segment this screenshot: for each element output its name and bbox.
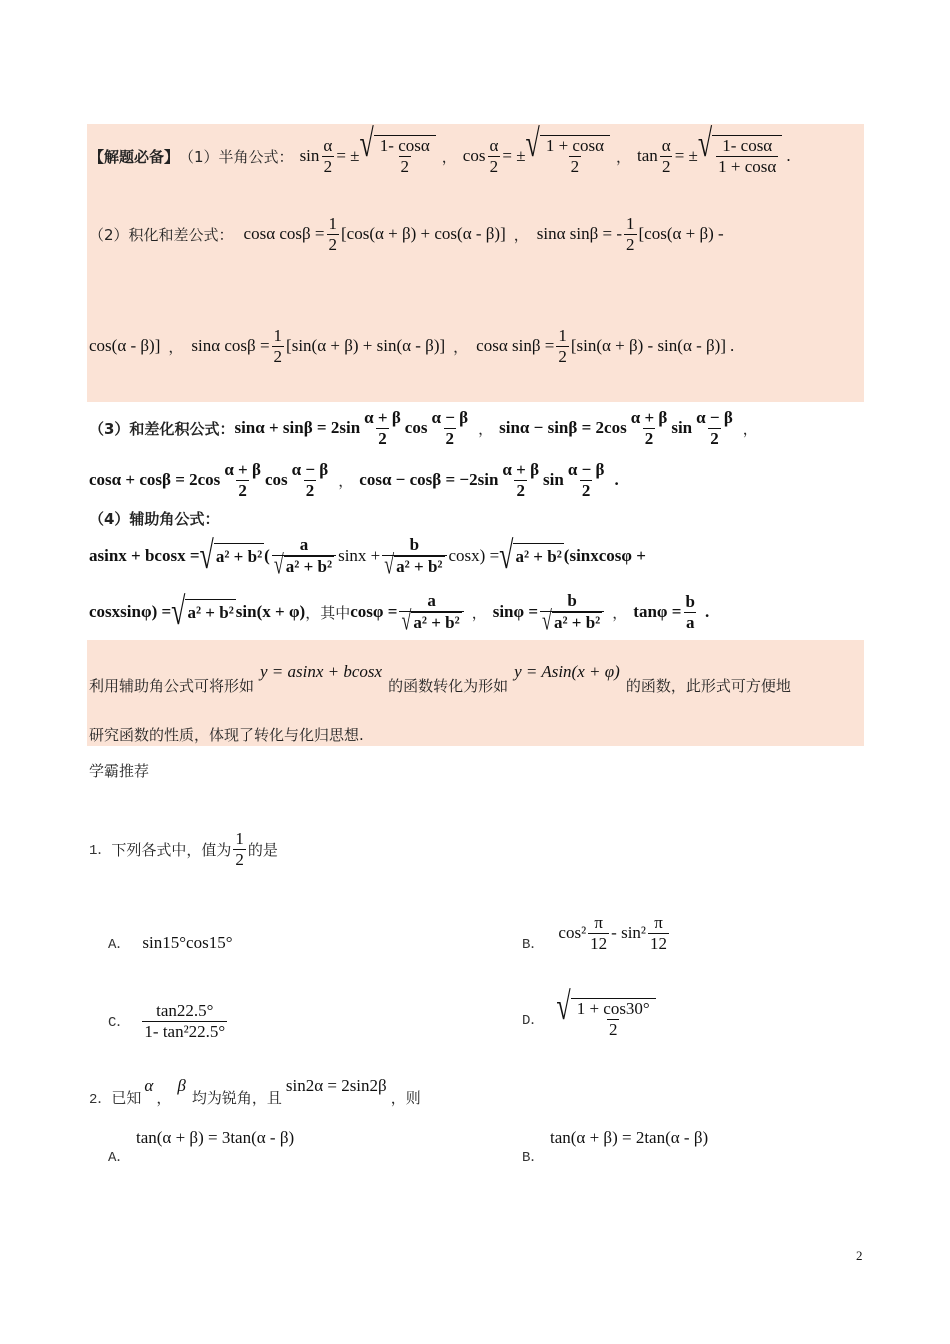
half-cos-formula: cos $\frac{\alpha}{2}$ = ± √ $\frac{1 + \cos\alpha}{2}$	[463, 135, 610, 176]
heading-label: 【解题必备】	[89, 147, 180, 166]
q1-option-a[interactable]: A． sin15°cos15°	[108, 933, 233, 953]
sum-product-formula-1: sinα + sinβ = 2sin $\frac{\alpha + \beta}{2}$ cos $\frac{\alpha - \beta}{2}$	[234, 407, 469, 448]
half-sin-formula: sin $\frac{\alpha}{2}$ = ± √ $\frac{1- \cos\alpha}{2}$	[300, 135, 436, 176]
question-1: 1． 下列各式中，值为 $\frac{1}{2}$ 的是	[89, 828, 278, 869]
half-angle-title: （1）半角公式：	[179, 147, 294, 166]
q1-option-d[interactable]: D． √ $\frac{1 + \cos 30^\circ}{2}$	[522, 994, 656, 1044]
sum-product-line-2: cosα + cosβ = 2cos $\frac{\alpha + \beta}{2}$ cos $\frac{\alpha - \beta}{2}$ ， cosα − cosβ = −2sin $\frac{\alpha + \beta}{2}$ sin $\frac{\alpha - \beta}{2}$ .	[89, 459, 619, 500]
product-formula-3: sinα cosβ = $\frac{1}{2}$ [sin(α + β) + sin(α - β)]	[191, 325, 446, 366]
product-sum-line-2: cos(α - β)] ， sinα cosβ = $\frac{1}{2}$ [sin(α + β) + sin(α - β)] ， cosα sinβ = $\frac{1}{2}$ [sin(α + β) - sin(α - β)] .	[89, 325, 735, 366]
sum-product-line-1: （3）和差化积公式： sinα + sinβ = 2sin $\frac{\alpha + \beta}{2}$ cos $\frac{\alpha - \beta}{2}$ ， sinα − sinβ = 2cos $\frac{\alpha + \beta}{2}$ sin $\frac{\alpha - \beta}{2}$ ，	[89, 407, 758, 448]
product-formula-2: sinα sinβ = - $\frac{1}{2}$ [cos(α + β) -	[536, 213, 724, 254]
question-2: 2． 已知 α ， β 均为锐角，且 sin2α = 2sin2β ，则	[89, 1076, 421, 1108]
sum-product-formula-4: cosα − cosβ = −2sin $\frac{\alpha + \beta}{2}$ sin $\frac{\alpha - \beta}{2}$	[359, 459, 605, 500]
band2-line-2: 研究函数的性质，体现了转化与化归思想.	[89, 726, 364, 744]
section-title: 学霸推荐	[89, 762, 150, 780]
q2-option-b[interactable]: tan(α + β) = 2tan(α - β) B．	[522, 1128, 709, 1166]
product-sum-title: （2）积化和差公式：	[89, 225, 234, 244]
product-formula-1: cosα cosβ = $\frac{1}{2}$ [cos(α + β) + cos(α - β)]	[243, 213, 506, 254]
auxiliary-line-2: cosxsinφ) = √ a² + b² sin(x + φ) ，其中 cosφ = a √ a² + b² ， sinφ = b √ a² + b² ， tanφ = $\frac{b}{a}$ .	[89, 589, 710, 636]
page-number: 2	[856, 1248, 863, 1263]
band2-line-1: 利用辅助角公式可将形如 y = asinx + bcosx 的函数转化为形如 y = Asin(x + φ) 的函数，此形式可方便地	[89, 662, 791, 695]
product-sum-line-1: （2）积化和差公式： cosα cosβ = $\frac{1}{2}$ [cos(α + β) + cos(α - β)] ， sinα sinβ = - $\frac{1}{2}$ [cos(α + β) -	[89, 213, 724, 254]
q1-option-b[interactable]: B． cos² $\frac{\pi}{12}$ - sin² $\frac{\pi}{12}$	[522, 912, 668, 953]
half-angle-line: 【解题必备】 （1）半角公式： sin $\frac{\alpha}{2}$ = ± √ $\frac{1- \cos\alpha}{2}$ ， cos $\frac{\alpha}{2}$ = ± √ $\frac{1 + \cos\alpha}{2}$ ， tan $\frac{\alpha}{2}$ = ± √ $\frac{1- \cos\alpha}{1 + \cos\alpha}$ .	[89, 122, 791, 176]
auxiliary-title: （4）辅助角公式：	[89, 510, 220, 528]
product-formula-4: cosα sinβ = $\frac{1}{2}$ [sin(α + β) - sin(α - β)]	[476, 325, 726, 366]
half-tan-formula: tan $\frac{\alpha}{2}$ = ± √ $\frac{1- \cos\alpha}{1 + \cos\alpha}$	[637, 135, 782, 176]
sum-product-formula-3: cosα + cosβ = 2cos $\frac{\alpha + \beta}{2}$ cos $\frac{\alpha - \beta}{2}$	[89, 459, 329, 500]
auxiliary-line-1: asinx + bcosx = √ a² + b² ( a √ a² + b² sinx + b √ a² + b² cosx) = √ a² + b² (sinxcosφ +	[89, 533, 646, 580]
q1-option-c[interactable]: C． $\frac{\tan 22.5^\circ}{\text{1- tan²22.5°}}$	[108, 1000, 226, 1041]
sum-product-formula-2: sinα − sinβ = 2cos $\frac{\alpha + \beta}{2}$ sin $\frac{\alpha - \beta}{2}$	[499, 407, 733, 448]
sum-product-title: （3）和差化积公式：	[89, 419, 235, 438]
